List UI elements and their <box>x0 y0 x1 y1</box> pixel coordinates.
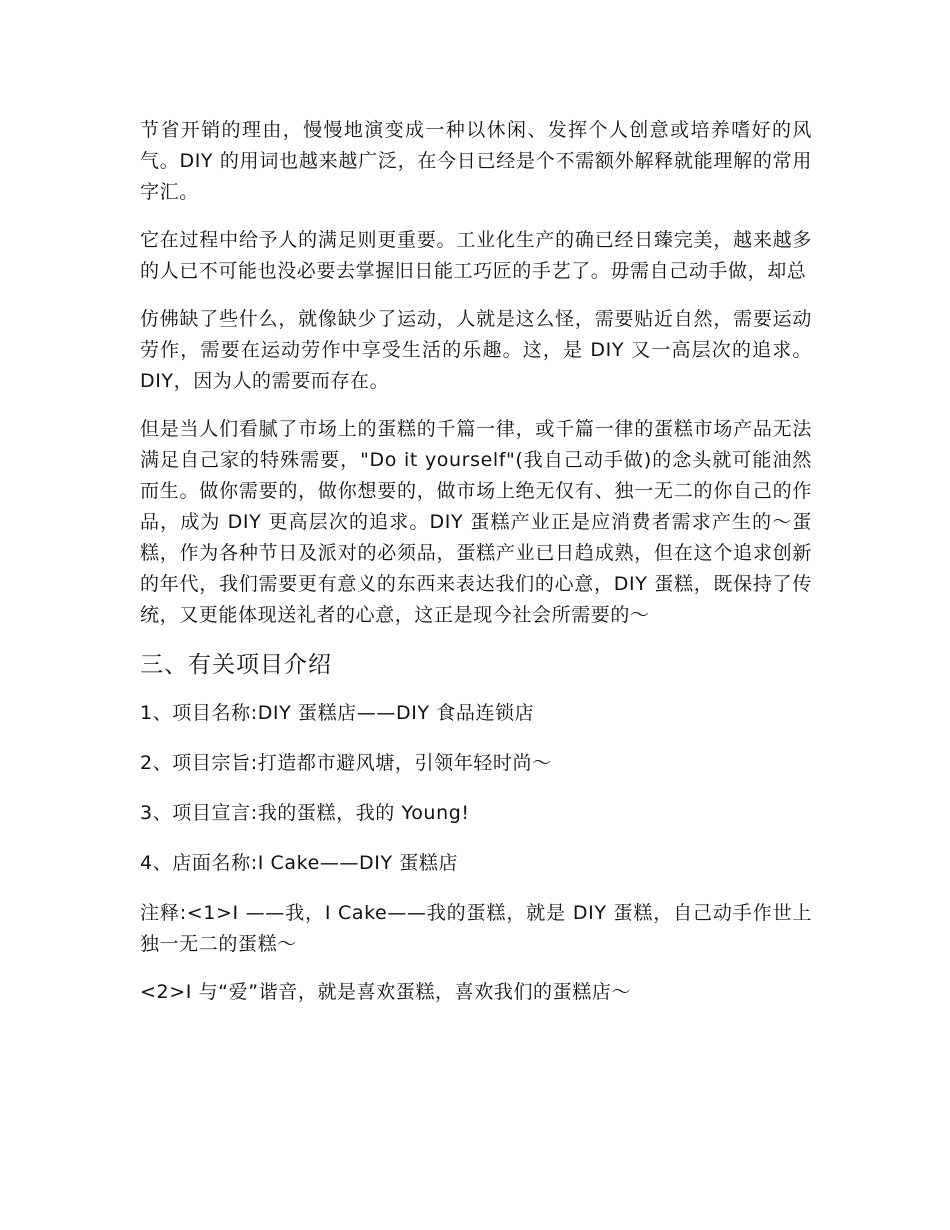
item-project-name: 1、项目名称:DIY 蛋糕店——DIY 食品连锁店 <box>140 702 535 724</box>
note-2: <2>I 与“爱”谐音，就是喜欢蛋糕，喜欢我们的蛋糕店～ <box>140 981 632 1003</box>
paragraph-diy-popularity: 节省开销的理由，慢慢地演变成一种以休闲、发挥个人创意或培养嗜好的风气。DIY 的用词也越来越广泛，在今日已经是个不需额外解释就能理解的常用字汇。 <box>140 119 812 203</box>
paragraph-human-need: 仿佛缺了些什么，就像缺少了运动，人就是这么怪，需要贴近自然，需要运动劳作，需要在运动劳作中享受生活的乐趣。这，是 DIY 又一高层次的追求。 DIY，因为人的需要而存在。 <box>140 308 812 392</box>
item-project-aim: 2、项目宗旨:打造都市避风塘，引领年轻时尚～ <box>140 752 552 774</box>
note-1: 注释:<1>I ——我，I Cake——我的蛋糕，就是 DIY 蛋糕，自己动手作世上独一无二的蛋糕～ <box>140 902 812 955</box>
section-heading: 三、有关项目介绍 <box>140 652 332 678</box>
paragraph-satisfaction: 它在过程中给予人的满足则更重要。工业化生产的确已经日臻完美，越来越多的人已不可能也没必要去掌握旧日能工巧匠的手艺了。毋需自己动手做，却总 <box>140 229 812 282</box>
item-project-slogan: 3、项目宣言:我的蛋糕，我的 Young! <box>140 802 470 824</box>
paragraph-diy-cake-industry: 但是当人们看腻了市场上的蛋糕的千篇一律，或千篇一律的蛋糕市场产品无法满足自己家的特殊需要，"Do it yourself"(我自己动手做)的念头就可能油然而生。做你需要的，做你想要的，做市场上绝无仅有、独一无二的你自己的作品，成为 DIY 更高层次的追求。DIY 蛋糕产业正是应消费者需求产生的～蛋糕，作为各种节日及派对的必须品，蛋糕产业已日趋成熟，但在这个追求创新的年代，我们需要更有意义的东西来表达我们的心意，DIY 蛋糕，既保持了传统，又更能体现送礼者的心意，这正是现今社会所需要的～ <box>140 418 812 626</box>
document-body <box>140 115 812 1025</box>
item-store-name: 4、店面名称:I Cake——DIY 蛋糕店 <box>140 852 459 874</box>
